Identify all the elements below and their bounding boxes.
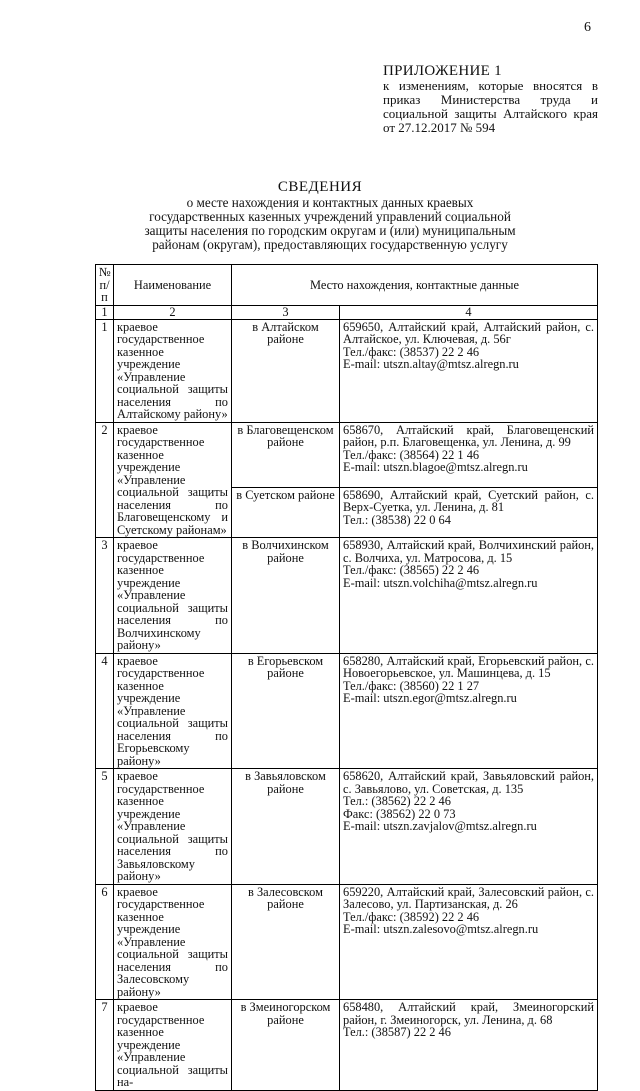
contact-phone: Тел./факс: (38565) 22 2 46: [343, 563, 480, 577]
contact-address: 659220, Алтайский край, Залесовский район, с. Залесово, ул. Партизанская, д. 26: [343, 884, 594, 911]
header-num: № п/п: [96, 265, 114, 306]
district-name: в Завьяловском районе: [232, 769, 340, 885]
institution-name: краевое государственное казенное учреждение «Управление социальной защиты населения по Залесовскому району»: [114, 884, 232, 1000]
institution-name: краевое государственное казенное учреждение «Управление социальной защиты населения по Завьяловскому району»: [114, 769, 232, 885]
row-number: 3: [96, 538, 114, 654]
contact-phone: Тел.: (38587) 22 2 46: [343, 1025, 451, 1039]
institution-name: краевое государственное казенное учреждение «Управление социальной защиты населения по Волчихинскому району»: [114, 538, 232, 654]
district-name: в Алтайском районе: [232, 319, 340, 422]
district-name: в Волчихинском районе: [232, 538, 340, 654]
document-subtitle: о месте нахождения и контактных данных краевых государственных казенных учреждений управлений социальной защиты населения по городским округам и (или) муниципальным районам (округам), предоставляющих государственную услугу: [144, 195, 516, 252]
contact-details: [340, 653, 598, 769]
institution-name: краевое государственное казенное учреждение «Управление социальной защиты на-: [114, 1000, 232, 1091]
column-number: 2: [114, 305, 232, 319]
contact-details: [340, 487, 598, 537]
appendix-block: [383, 64, 598, 135]
table-row: [96, 653, 598, 769]
contact-details: [340, 769, 598, 885]
header-location: Место нахождения, контактные данные: [232, 265, 598, 306]
column-number-row: [96, 305, 598, 319]
contact-address: 658280, Алтайский край, Егорьевский район, с. Новоегорьевское, ул. Машинцева, д. 15: [343, 653, 594, 680]
row-number: 7: [96, 1000, 114, 1091]
column-number: 1: [96, 305, 114, 319]
contact-details: [340, 319, 598, 422]
contact-address: 658930, Алтайский край, Волчихинский район, с. Волчиха, ул. Матросова, д. 15: [343, 538, 594, 565]
contact-details: [340, 884, 598, 1000]
row-number: 6: [96, 884, 114, 1000]
contact-email: E-mail: utszn.volchiha@mtsz.alregn.ru: [343, 575, 538, 590]
contact-email: E-mail: utszn.altay@mtsz.alregn.ru: [343, 357, 519, 371]
contact-address: 658690, Алтайский край, Суетский район, с. Верх-Суетка, ул. Ленина, д. 81: [343, 487, 594, 515]
contact-address: 658670, Алтайский край, Благовещенский район, р.п. Благовещенка, ул. Ленина, д. 99: [343, 422, 594, 449]
header-name: Наименование: [114, 265, 232, 306]
institution-name: краевое государственное казенное учреждение «Управление социальной защиты населения по Алтайскому району»: [114, 319, 232, 422]
contact-phone: Тел.: (38538) 22 0 64: [343, 512, 451, 527]
page-number: 6: [584, 20, 591, 35]
table-row: [96, 538, 598, 654]
row-number: 1: [96, 319, 114, 422]
document-title: СВЕДЕНИЯ: [277, 179, 363, 195]
row-number: 5: [96, 769, 114, 885]
contact-phone: Тел./факс: (38560) 22 1 27: [343, 678, 480, 693]
table-row: [96, 884, 598, 1000]
contact-phone: Тел./факс: (38564) 22 1 46: [343, 447, 480, 462]
registry-table: [95, 264, 598, 1091]
table-body: [96, 319, 598, 1090]
contact-phone: Тел./факс: (38537) 22 2 46: [343, 344, 480, 359]
district-name: в Благовещенском районе: [232, 422, 340, 487]
contact-fax: Факс: (38562) 22 0 73: [343, 806, 456, 821]
contact-details: [340, 1000, 598, 1091]
table-row: [96, 1000, 598, 1091]
district-name: в Залесовском районе: [232, 884, 340, 1000]
institution-name: краевое государственное казенное учреждение «Управление социальной защиты населения по Егорьевскому району»: [114, 653, 232, 769]
contact-address: 659650, Алтайский край, Алтайский район, с. Алтайское, ул. Ключевая, д. 56г: [343, 319, 594, 346]
appendix-text: к изменениям, которые вносятся в приказ Министерства труда и социальной защиты Алтайского края от 27.12.2017 № 594: [383, 78, 598, 135]
contact-email: E-mail: utszn.blagoe@mtsz.alregn.ru: [343, 460, 528, 474]
institution-name: краевое государственное казенное учреждение «Управление социальной защиты населения по Благовещенскому и Суетскому районам»: [114, 422, 232, 538]
district-name: в Суетском районе: [232, 487, 340, 537]
column-number: 3: [232, 305, 340, 319]
column-number: 4: [340, 305, 598, 319]
table-row: [96, 422, 598, 487]
table-header-row: [96, 265, 598, 306]
row-number: 2: [96, 422, 114, 538]
contact-details: [340, 422, 598, 487]
contact-email: E-mail: utszn.zavjalov@mtsz.alregn.ru: [343, 819, 537, 833]
contact-phone: Тел./факс: (38592) 22 2 46: [343, 909, 480, 924]
contact-details: [340, 538, 598, 654]
contact-email: E-mail: utszn.zalesovo@mtsz.alregn.ru: [343, 922, 539, 936]
table-row: [96, 319, 598, 422]
district-name: в Змеиногорском районе: [232, 1000, 340, 1091]
contact-email: E-mail: utszn.egor@mtsz.alregn.ru: [343, 691, 517, 705]
contact-address: 658620, Алтайский край, Завьяловский район, с. Завьялово, ул. Советская, д. 135: [343, 769, 594, 796]
table-row: [96, 769, 598, 885]
contact-address: 658480, Алтайский край, Змеиногорский район, г. Змеиногорск, ул. Ленина, д. 68: [343, 1000, 594, 1027]
district-name: в Егорьевском районе: [232, 653, 340, 769]
contact-phone: Тел.: (38562) 22 2 46: [343, 794, 451, 808]
appendix-title: ПРИЛОЖЕНИЕ 1: [383, 63, 502, 79]
row-number: 4: [96, 653, 114, 769]
